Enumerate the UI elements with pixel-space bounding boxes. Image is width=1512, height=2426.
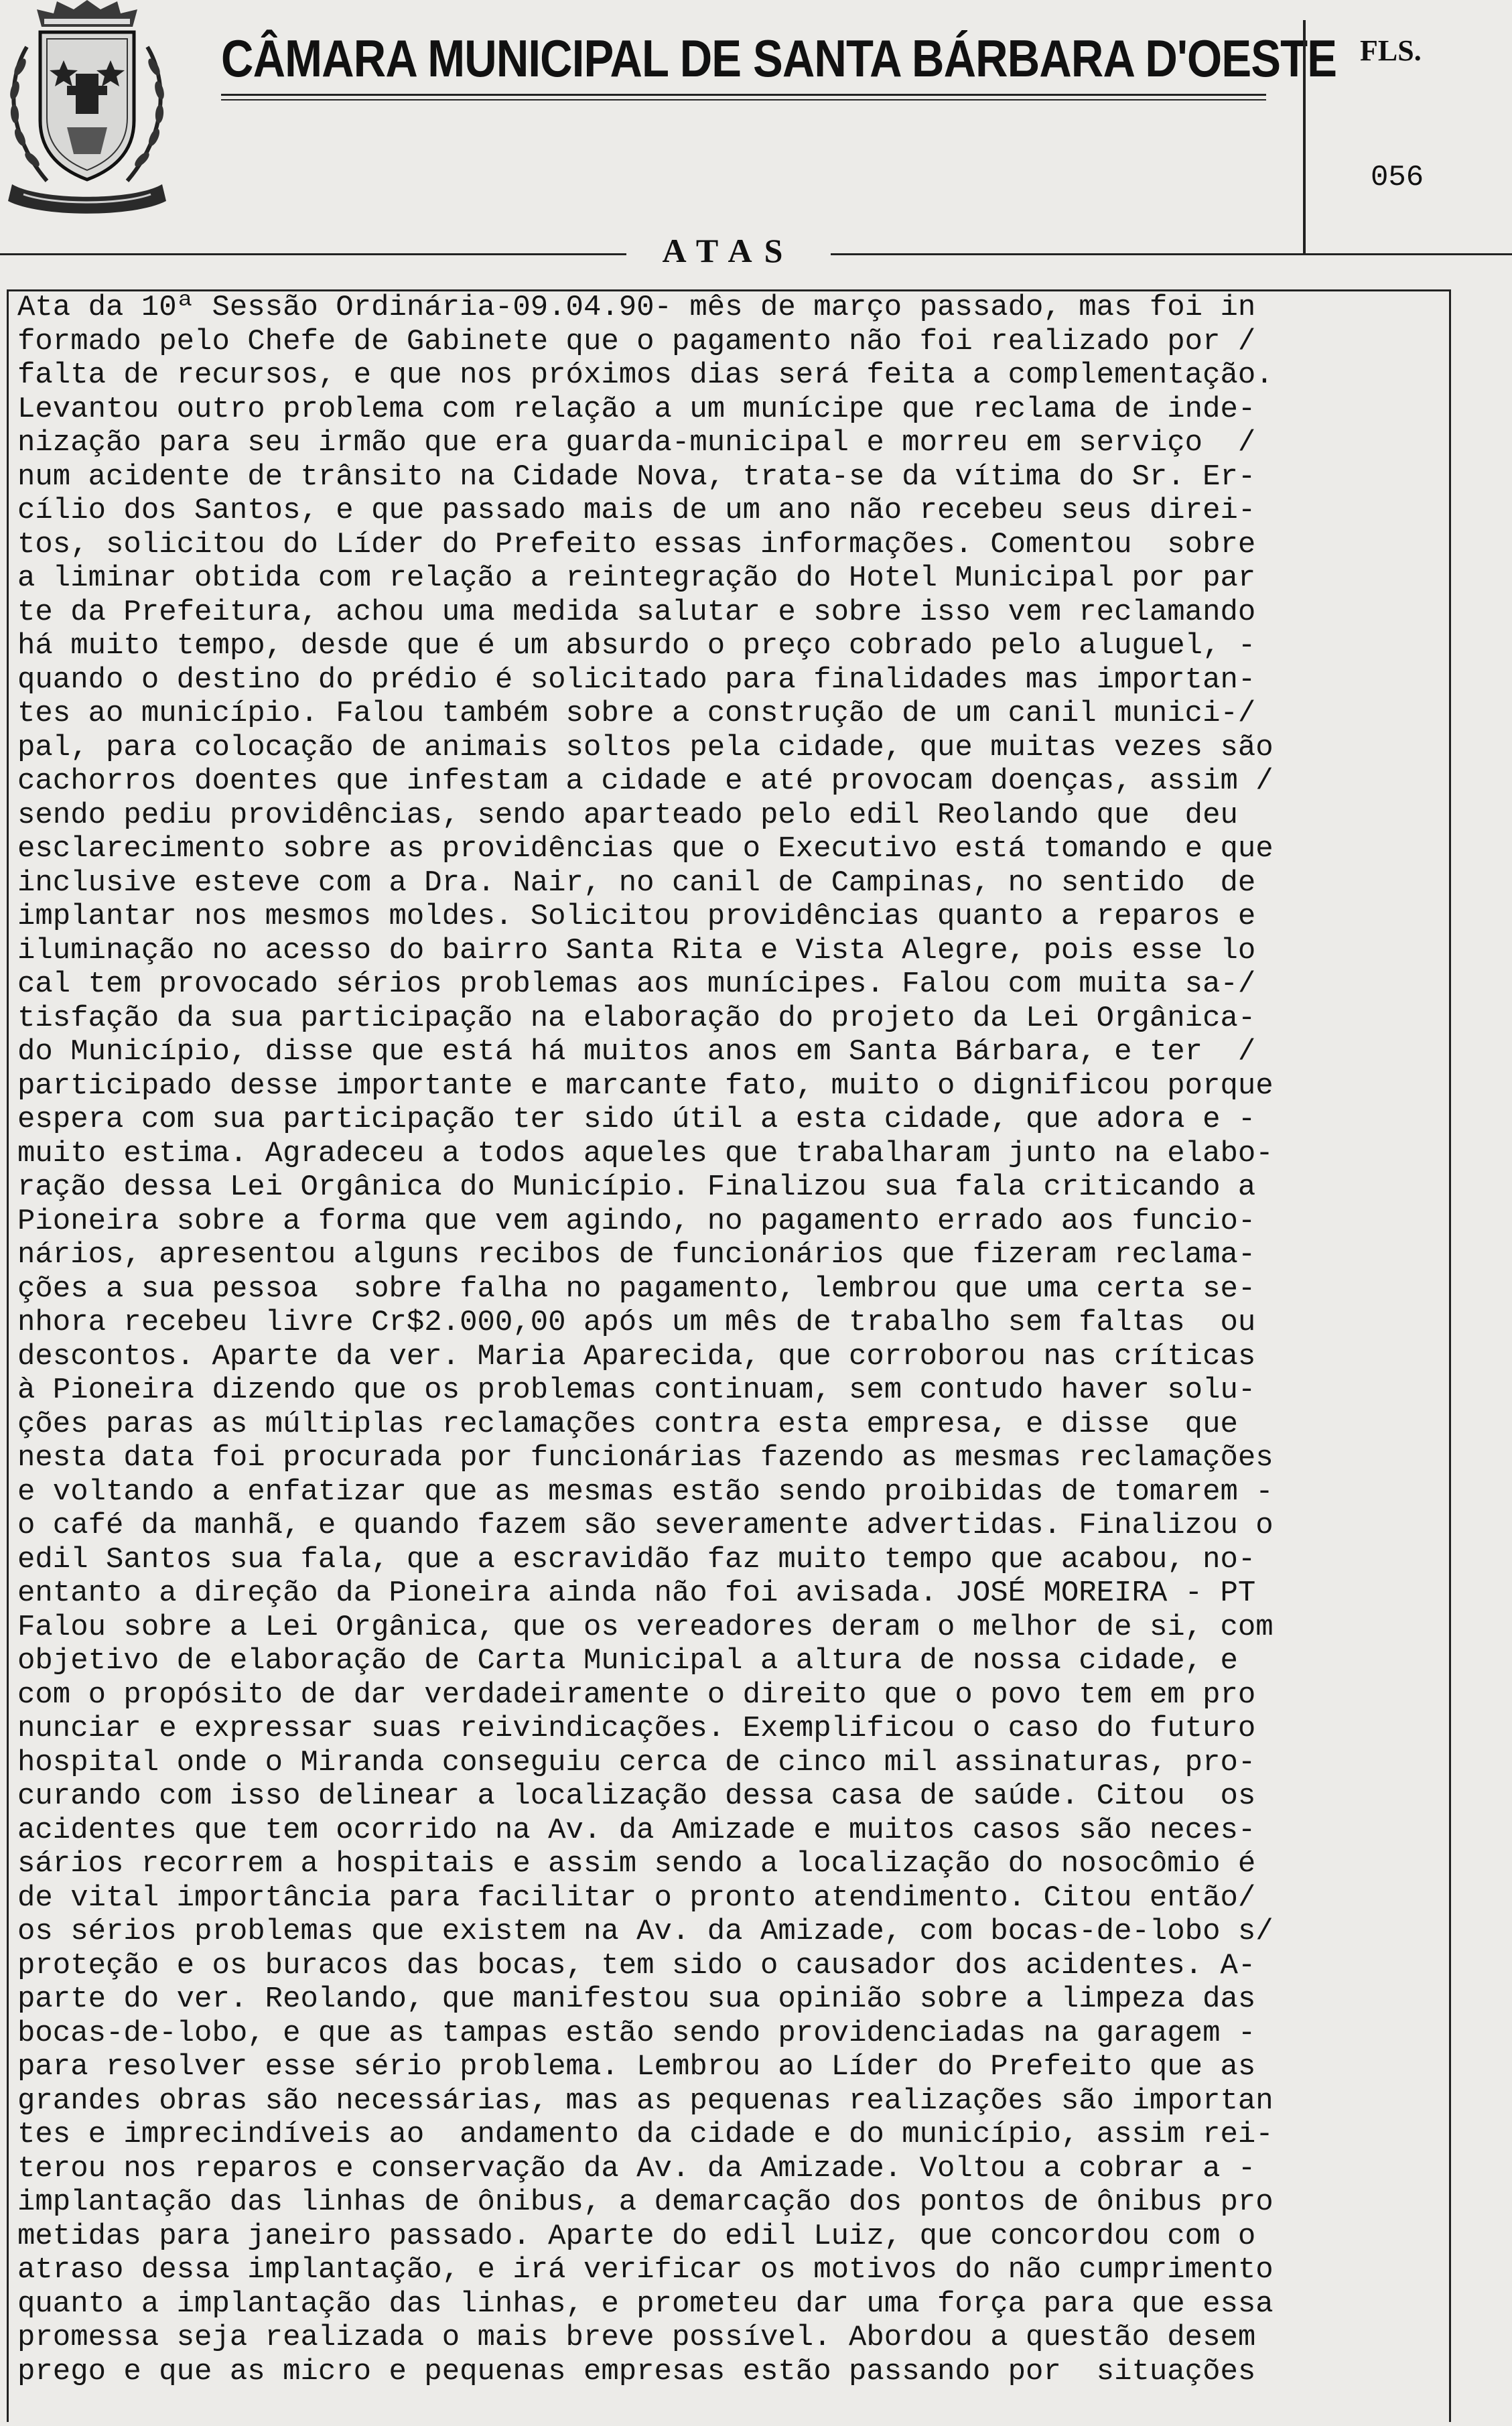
- minutes-line: ções paras as múltiplas reclamações contra esta empresa, e disse que: [17, 1407, 1238, 1441]
- minutes-line: hospital onde o Miranda conseguiu cerca de cinco mil assinaturas, pro-: [17, 1745, 1256, 1779]
- minutes-line: objetivo de elaboração de Carta Municipal a altura de nossa cidade, e: [17, 1644, 1238, 1678]
- minutes-line: cílio dos Santos, e que passado mais de um ano não recebeu seus direi-: [17, 494, 1256, 527]
- minutes-line: Levantou outro problema com relação a um munícipe que reclama de inde-: [17, 392, 1256, 426]
- minutes-line: cachorros doentes que infestam a cidade e até provocam doenças, assim /: [17, 764, 1274, 798]
- minutes-line: e voltando a enfatizar que as mesmas estão sendo proibidas de tomarem -: [17, 1475, 1274, 1509]
- minutes-line: cal tem provocado sérios problemas aos munícipes. Falou com muita sa-/: [17, 967, 1256, 1001]
- minutes-line: para resolver esse sério problema. Lembrou ao Líder do Prefeito que as: [17, 2050, 1256, 2084]
- minutes-line: o café da manhã, e quando fazem são severamente advertidas. Finalizou o: [17, 1509, 1274, 1542]
- minutes-line: do Município, disse que está há muitos anos em Santa Bárbara, e ter /: [17, 1035, 1256, 1069]
- minutes-line: pal, para colocação de animais soltos pela cidade, que muitas vezes são: [17, 730, 1274, 764]
- minutes-line: ração dessa Lei Orgânica do Município. Finalizou sua fala criticando a: [17, 1170, 1256, 1204]
- minutes-line: muito estima. Agradeceu a todos aqueles que trabalharam junto na elabo-: [17, 1136, 1274, 1170]
- minutes-line: há muito tempo, desde que é um absurdo o preço cobrado pelo aluguel, -: [17, 629, 1256, 663]
- header-underline-secondary: [221, 99, 1266, 100]
- folio-label: FLS.: [1360, 34, 1422, 67]
- minutes-line: quanto a implantação das linhas, e prometeu dar uma força para que essa: [17, 2287, 1274, 2321]
- minutes-line: implantação das linhas de ônibus, a demarcação dos pontos de ônibus pro: [17, 2185, 1274, 2219]
- minutes-line: grandes obras são necessárias, mas as pequenas realizações são importan: [17, 2084, 1274, 2118]
- minutes-line: a liminar obtida com relação a reintegração do Hotel Municipal por par: [17, 561, 1256, 595]
- municipal-coat-of-arms: [0, 0, 174, 218]
- minutes-line: Ata da 10ª Sessão Ordinária-09.04.90- mês de março passado, mas foi in: [17, 291, 1256, 324]
- minutes-line: iluminação no acesso do bairro Santa Rita e Vista Alegre, pois esse lo: [17, 933, 1256, 967]
- minutes-line: tisfação da sua participação na elaboração do projeto da Lei Orgânica-: [17, 1001, 1256, 1035]
- minutes-line: quando o destino do prédio é solicitado para finalidades mas importan-: [17, 663, 1256, 697]
- minutes-text: [17, 291, 1458, 2388]
- minutes-line: entanto a direção da Pioneira ainda não foi avisada. JOSÉ MOREIRA - PT: [17, 1576, 1256, 1610]
- minutes-line: te da Prefeitura, achou uma medida salutar e sobre isso vem reclamando: [17, 595, 1256, 629]
- minutes-line: sendo pediu providências, sendo aparteado pelo edil Reolando que deu: [17, 798, 1238, 832]
- folio-number: 056: [1371, 161, 1424, 194]
- minutes-line: participado desse importante e marcante fato, muito o dignificou porque: [17, 1069, 1274, 1103]
- minutes-line: promessa seja realizada o mais breve possível. Abordou a questão desem: [17, 2321, 1256, 2354]
- minutes-line: de vital importância para facilitar o pronto atendimento. Citou então/: [17, 1881, 1256, 1915]
- minutes-line: com o propósito de dar verdadeiramente o direito que o povo tem em pro: [17, 1678, 1256, 1712]
- minutes-line: nhora recebeu livre Cr$2.000,00 após um mês de trabalho sem faltas ou: [17, 1306, 1256, 1339]
- minutes-line: atraso dessa implantação, e irá verificar os motivos do não cumprimento: [17, 2253, 1274, 2287]
- folio-divider: [1303, 20, 1306, 255]
- minutes-line: tes e imprecindíveis ao andamento da cidade e do município, assim rei-: [17, 2118, 1274, 2151]
- minutes-line: edil Santos sua fala, que a escravidão faz muito tempo que acabou, no-: [17, 1542, 1256, 1576]
- section-title: ATAS: [662, 232, 795, 269]
- minutes-line: nesta data foi procurada por funcionárias fazendo as mesmas reclamações: [17, 1441, 1274, 1475]
- chamber-title: CÂMARA MUNICIPAL DE SANTA BÁRBARA D'OESTE: [221, 29, 1337, 88]
- minutes-line: Pioneira sobre a forma que vem agindo, no pagamento errado aos funcio-: [17, 1204, 1256, 1238]
- minutes-line: num acidente de trânsito na Cidade Nova, trata-se da vítima do Sr. Er-: [17, 460, 1256, 494]
- minutes-line: nunciar e expressar suas reivindicações. Exemplificou o caso do futuro: [17, 1712, 1256, 1745]
- minutes-line: inclusive esteve com a Dra. Nair, no canil de Campinas, no sentido de: [17, 866, 1256, 900]
- minutes-line: descontos. Aparte da ver. Maria Aparecida, que corroborou nas críticas: [17, 1339, 1256, 1373]
- minutes-line: ções a sua pessoa sobre falha no pagamento, lembrou que uma certa se-: [17, 1272, 1256, 1306]
- minutes-line: falta de recursos, e que nos próximos dias será feita a complementação.: [17, 358, 1274, 392]
- minutes-line: acidentes que tem ocorrido na Av. da Amizade e muitos casos são neces-: [17, 1813, 1256, 1847]
- minutes-line: Falou sobre a Lei Orgânica, que os vereadores deram o melhor de si, com: [17, 1610, 1274, 1644]
- minutes-line: metidas para janeiro passado. Aparte do edil Luiz, que concordou com o: [17, 2219, 1256, 2253]
- minutes-line: espera com sua participação ter sido útil a esta cidade, que adora e -: [17, 1103, 1256, 1136]
- minutes-line: à Pioneira dizendo que os problemas continuam, sem contudo haver solu-: [17, 1373, 1256, 1407]
- minutes-line: os sérios problemas que existem na Av. da Amizade, com bocas-de-lobo s/: [17, 1915, 1274, 1948]
- minutes-line: prego e que as micro e pequenas empresas estão passando por situações: [17, 2354, 1256, 2388]
- minutes-line: formado pelo Chefe de Gabinete que o pagamento não foi realizado por /: [17, 324, 1256, 358]
- minutes-line: curando com isso delinear a localização dessa casa de saúde. Citou os: [17, 1779, 1256, 1813]
- minutes-line: nários, apresentou alguns recibos de funcionários que fizeram reclama-: [17, 1238, 1256, 1272]
- section-rule-right: [831, 253, 1512, 255]
- minutes-line: tos, solicitou do Líder do Prefeito essas informações. Comentou sobre: [17, 527, 1256, 561]
- minutes-line: nização para seu irmão que era guarda-municipal e morreu em serviço /: [17, 426, 1256, 460]
- minutes-line: parte do ver. Reolando, que manifestou sua opinião sobre a limpeza das: [17, 1982, 1256, 2016]
- minutes-line: sários recorrem a hospitais e assim sendo a localização do nosocômio é: [17, 1847, 1256, 1881]
- minutes-line: implantar nos mesmos moldes. Solicitou providências quanto a reparos e: [17, 900, 1256, 933]
- minutes-line: bocas-de-lobo, e que as tampas estão sendo providenciadas na garagem -: [17, 2016, 1256, 2050]
- header-underline: [221, 94, 1266, 96]
- section-rule-left: [0, 253, 626, 255]
- minutes-line: tes ao município. Falou também sobre a construção de um canil munici-/: [17, 697, 1256, 730]
- minutes-line: proteção e os buracos das bocas, tem sido o causador dos acidentes. A-: [17, 1948, 1256, 1982]
- minutes-line: terou nos reparos e conservação da Av. da Amizade. Voltou a cobrar a -: [17, 2151, 1256, 2185]
- minutes-line: esclarecimento sobre as providências que o Executivo está tomando e que: [17, 832, 1274, 866]
